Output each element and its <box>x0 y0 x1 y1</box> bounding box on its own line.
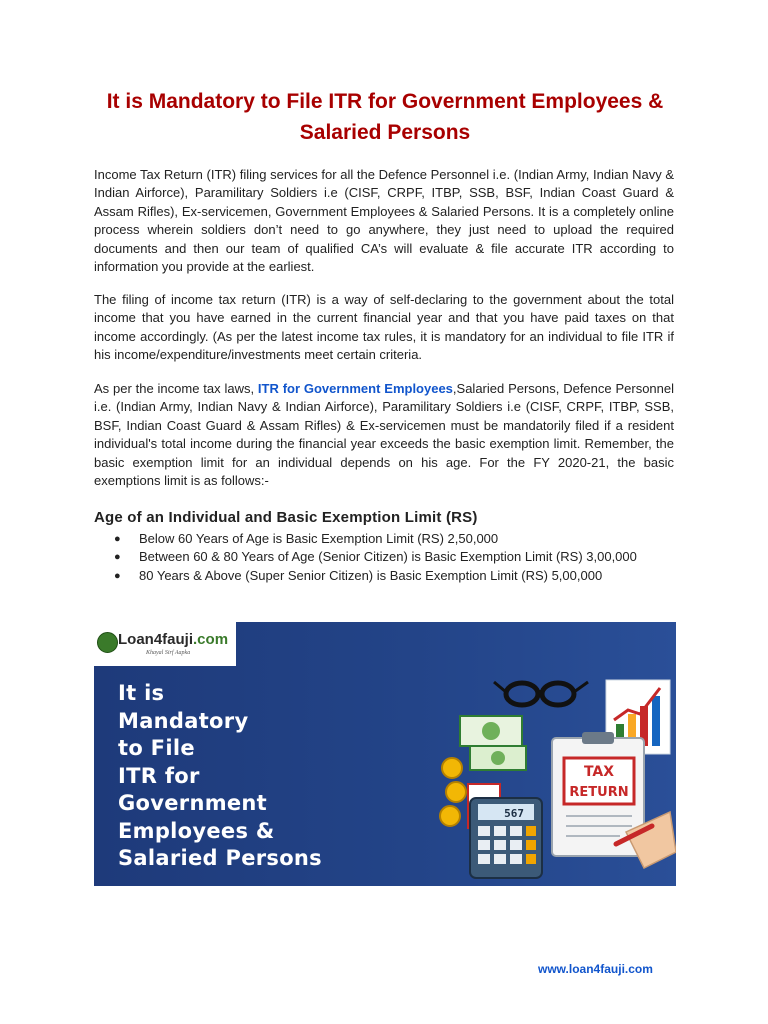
list-item-text: Below 60 Years of Age is Basic Exemption Limit (RS) 2,50,000 <box>139 531 499 546</box>
bullet-icon: ● <box>114 533 121 545</box>
headline-line: Employees & <box>118 818 275 843</box>
logo-tagline: Khayal Sirf Aapka <box>146 650 191 656</box>
list-item-text: 80 Years & Above (Super Senior Citizen) is Basic Exemption Limit (RS) 5,00,000 <box>139 567 603 583</box>
list-item-text: Between 60 & 80 Years of Age (Senior Citizen) is Basic Exemption Limit (RS) 3,00,000 <box>139 549 637 565</box>
logo-wordmark <box>118 631 228 648</box>
headline-line: ITR for <box>118 763 200 788</box>
income-tax-laws-paragraph <box>94 380 674 490</box>
headline-line: Mandatory <box>118 708 249 733</box>
paragraph-text-after-link: ,Salaried Persons, Defence Personnel i.e. (Indian Army, Indian Navy & Indian Airforce), Paramilitary Soldiers i.e (CISF, CRPF, ITBP, SSB, BSF, Indian Coast Guard & Assam Rifles) & Ex-servicemen must be mandatorily filed if a resident individual's total income during the financial year exceeds the basic exemption limit. Remember, the basic exemption limit for an individual depends on his age. For the FY 2020-21, the basic exemptions limit is as follows:- <box>94 381 674 489</box>
list-item <box>94 567 674 585</box>
logo-suffix-text: .com <box>193 631 229 648</box>
clipboard-tax-text: TAX <box>583 764 615 780</box>
exemption-limit-list <box>94 530 674 585</box>
paragraph-text-before-link: As per the income tax laws, <box>94 381 258 396</box>
headline-line: to File <box>118 736 195 760</box>
page-title: It is Mandatory to File ITR for Government Employees & Salaried Persons <box>106 90 664 144</box>
banknotes-icon <box>460 716 526 770</box>
itr-government-employees-link[interactable]: ITR for Government Employees <box>257 381 453 396</box>
headline-line: Government <box>118 791 268 815</box>
intro-paragraph: Income Tax Return (ITR) filing services for all the Defence Personnel i.e. (Indian Army, Indian Navy & Indian Airforce), Paramilitary Soldiers i.e (CISF, CRPF, ITBP, SSB, BSF, Indian Coast Guard & Assam Rifles), Ex-servicemen, Government Employees & Salaried Persons. It is a completely online process wherein soldiers don’t need to go anywhere, they just need to upload the required documents and then our team of qualified CA’s will evaluate & file accurate ITR according to information you provide at the earliest. <box>94 167 674 275</box>
headline-line: It is <box>118 681 165 705</box>
bullet-icon: ● <box>114 569 121 582</box>
tax-return-illustration <box>394 662 676 886</box>
website-link[interactable]: www.loan4fauji.com <box>538 962 653 976</box>
headline-line: Salaried Persons <box>118 846 322 870</box>
clipboard-return-text: RETURN <box>569 785 629 800</box>
calculator-icon <box>470 798 542 878</box>
logo <box>94 622 236 666</box>
coins-icon <box>440 758 466 826</box>
itr-definition-paragraph: The filing of income tax return (ITR) is a way of self-declaring to the government about the total income that you have earned in the current financial year and that you have paid taxes on that income accordingly. (As per the latest income tax rules, it is mandatory for an individual to file ITR if his income/expenditure/investments meet certain criteria. <box>94 292 674 363</box>
logo-emblem-icon <box>97 632 118 653</box>
calculator-display: 567 <box>504 807 524 820</box>
list-item <box>94 530 674 548</box>
list-item <box>94 548 674 566</box>
glasses-icon <box>494 682 588 705</box>
exemption-limit-heading: Age of an Individual and Basic Exemption Limit (RS) <box>94 509 478 526</box>
banner-headline <box>118 680 378 873</box>
logo-main-text: Loan4fauji <box>118 631 194 648</box>
promo-banner-image <box>94 622 676 886</box>
bullet-icon: ● <box>114 551 121 564</box>
